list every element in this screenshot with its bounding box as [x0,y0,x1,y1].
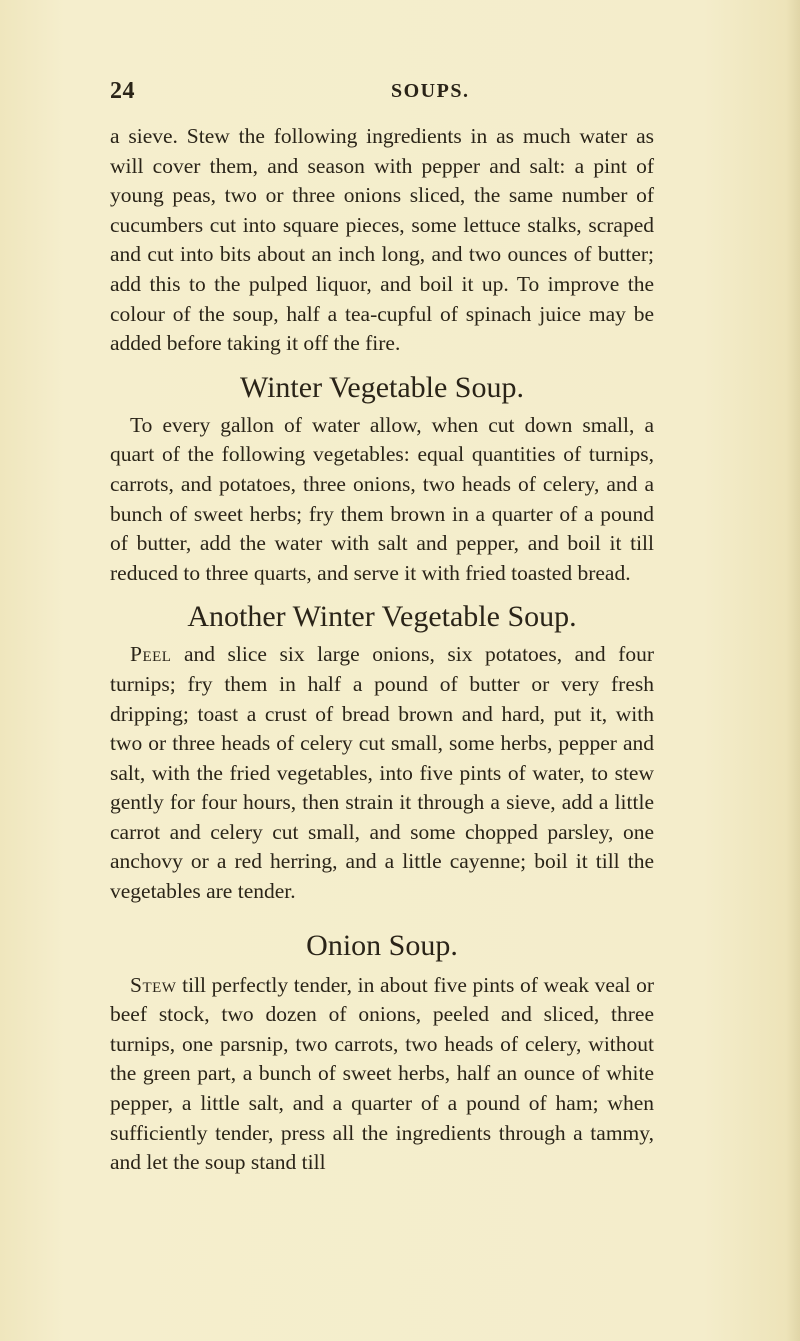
onion-soup-heading: Onion Soup. [306,928,458,962]
intro-paragraph: a sieve. Stew the following ingredients in as much water as will cover them, and season with pepper and salt: a pint of young peas, two or three onions sliced, the same number of cucumbers cut into square pieces, some lettuce stalks, scraped and cut into bits about an inch long, and two ounces of butter; add this to the pulped liquor, and boil it up. To improve the colour of the soup, half a tea-cupful of spinach juice may be added before taking it off the fire. [110,124,654,356]
onion-body-text: till perfectly tender, in about five pints of weak veal or beef stock, two dozen of onions, peeled and sliced, three turnips, one parsnip, two carrots, two heads of celery, without the green part, a bunch of sweet herbs, half an ounce of white pepper, a little salt, and a quarter of a pound of ham; when sufficiently tender, press all the ingredients through a tammy, and let the soup stand till [110,972,654,1175]
another-lead-word: Peel [130,642,172,667]
running-head: SOUPS. [391,80,470,102]
page-body [110,122,654,1178]
onion-soup-paragraph [110,971,654,1178]
winter-soup-heading: Winter Vegetable Soup. [239,370,524,404]
onion-lead-word: Stew [130,972,177,997]
another-winter-soup-paragraph [110,640,654,906]
another-winter-soup-heading: Another Winter Vegetable Soup. [187,600,577,634]
page-header [110,78,650,112]
page-edge-shadow [786,0,800,1341]
another-body-text: and slice six large onions, six potatoes, and four turnips; fry them in half a pound of butter or very fresh dripping; toast a crust of bread brown and hard, put it, with two or three heads of celery cut small, some herbs, pepper and salt, with the fried vegetables, into five pints of water, to stew gently for four hours, then strain it through a sieve, add a little carrot and celery cut small, and some chopped parsley, one anchovy or a red herring, and a little cayenne; boil it till the vegetables are tender. [110,642,654,904]
winter-soup-paragraph: To every gallon of water allow, when cut down small, a quart of the following vegetables: equal quantities of turnips, carrots, and potatoes, three onions, two heads of celery, and a bunch of sweet herbs; fry them brown in a quarter of a pound of butter, add the water with salt and pepper, and boil it till reduced to three quarts, and serve it with fried toasted bread. [110,412,654,585]
page-number: 24 [110,78,135,104]
